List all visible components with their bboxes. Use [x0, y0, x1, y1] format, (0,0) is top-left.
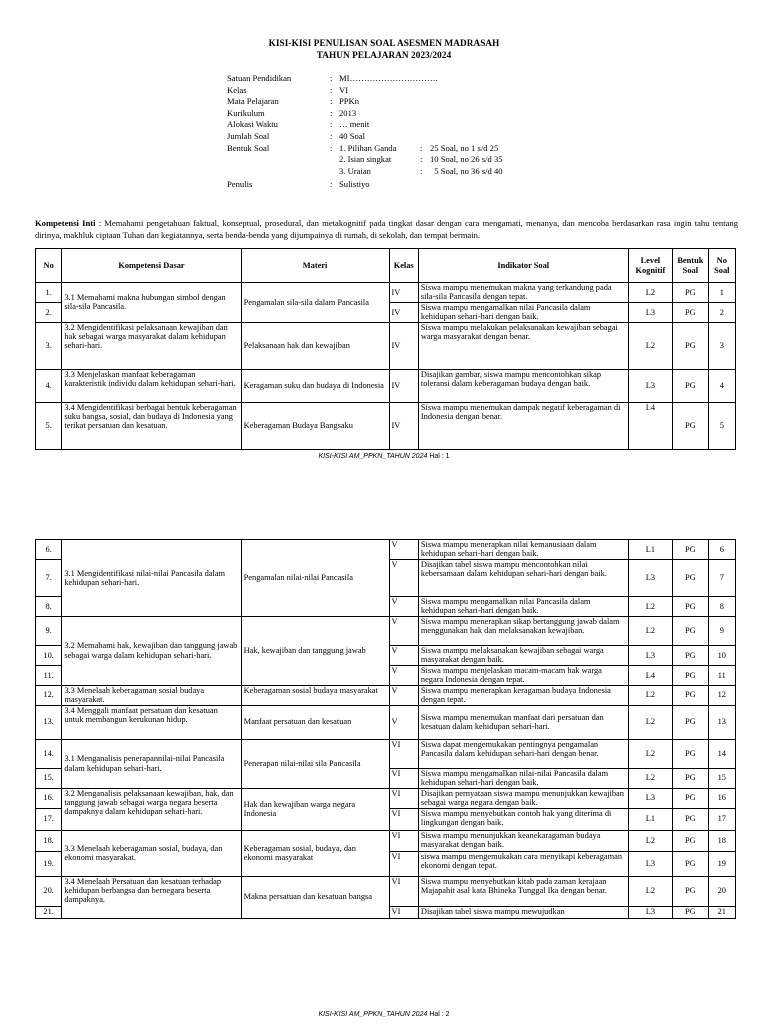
kompetensi-inti-text: : Memahami pengetahuan faktual, konseptual, prosedural, dan metakognitif pada tingkat dasar dengan cara mengamati, menanya, dan mencoba berdasarkan rasa ingin tahu tentang dirinya, makhluk ciptaan Tuhan dan kegiatannya, serta benda-benda yang dijumpainya di rumah, di sekolah, dan tempat bermain. — [35, 218, 738, 240]
no-soal-cell: 11 — [708, 665, 735, 685]
kompetensi-dasar-cell: 3.2 Mengidentifikasi pelaksanaan kewajiban dan hak sebagai warga masyarakat dalam kehidupan sehari-hari. — [62, 322, 241, 369]
materi-cell: Keberagaman sosial budaya masyarakat — [241, 685, 389, 705]
identity-block — [227, 73, 503, 191]
indikator-cell: Siswa mampu menunjukkan keanekaragaman budaya masyarakat dengan baik. — [418, 830, 628, 851]
no-soal-cell: 19 — [708, 851, 735, 876]
kompetensi-inti-label: Kompetensi Inti — [35, 218, 96, 228]
page-footer — [0, 453, 768, 460]
table-row — [36, 322, 736, 369]
materi-cell: Keberagaman sosial, budaya, dan ekonomi masyarakat — [241, 830, 389, 876]
indikator-cell: Siswa mampu menjelaskan macam-macam hak warga negara Indonesia dengan tepat. — [418, 665, 628, 685]
no-soal-cell: 1 — [708, 283, 735, 303]
no-soal-cell: 15 — [708, 768, 735, 788]
level-cell: L4 — [628, 665, 673, 685]
materi-cell: Hak, kewajiban dan tanggung jawab — [241, 617, 389, 686]
row-no: 16. — [36, 788, 62, 808]
row-no: 19. — [36, 851, 62, 876]
kelas-cell: V — [389, 685, 418, 705]
bentuk-cell: PG — [673, 788, 708, 808]
kompetensi-dasar-cell: 3.4 Menggali manfaat persatuan dan kesatuan untuk membangun kerukunan hidup. — [62, 705, 241, 739]
no-soal-cell: 5 — [708, 402, 735, 449]
colon: : — [330, 107, 333, 118]
no-soal-cell: 14 — [708, 739, 735, 768]
level-cell: L2 — [628, 768, 673, 788]
level-cell: L2 — [628, 685, 673, 705]
bentuk-cell: PG — [673, 768, 708, 788]
indikator-cell: Siswa mampu mengamalkan nilai Pancasila dalam kehidupan sehari-hari dengan baik. — [418, 597, 628, 617]
kompetensi-dasar-cell: 3.1 Menganalisis penerapannilai-nilai Pancasila dalam kehidupan sehari-hari. — [62, 739, 241, 788]
kompetensi-inti — [35, 217, 738, 241]
kelas-cell: VI — [389, 851, 418, 876]
kelas-cell: VI — [389, 768, 418, 788]
level-cell: L3 — [628, 369, 673, 402]
colon: : — [330, 84, 333, 95]
colon: : — [420, 154, 423, 165]
bentuk-cell: PG — [673, 302, 708, 322]
level-cell: L3 — [628, 788, 673, 808]
no-soal-cell: 12 — [708, 685, 735, 705]
kelas-label: Kelas — [227, 84, 247, 95]
table-row — [36, 739, 736, 768]
kompetensi-dasar-cell: 3.4 Menelaah Persatuan dan kesatuan terhadap kehidupan berbangsa dan bernegara beserta dampaknya. — [62, 876, 241, 918]
materi-cell: Hak dan kewajiban warga negara Indonesia — [241, 788, 389, 830]
level-cell: L2 — [628, 830, 673, 851]
kelas-cell: VI — [389, 808, 418, 830]
row-no: 13. — [36, 705, 62, 739]
row-no: 4. — [36, 369, 62, 402]
header-no-soal: No Soal — [708, 249, 735, 283]
no-soal-cell: 6 — [708, 540, 735, 560]
colon: : — [330, 73, 333, 83]
row-no: 7. — [36, 560, 62, 597]
indikator-cell: Siswa mampu menerapkan nilai kemanusiaan dalam kehidupan sehari-hari dengan baik. — [418, 540, 628, 560]
no-soal-cell: 16 — [708, 788, 735, 808]
document-subtitle: TAHUN PELAJARAN 2023/2024 — [316, 50, 452, 60]
row-no: 9. — [36, 617, 62, 646]
level-cell: L3 — [628, 851, 673, 876]
kurikulum-value: 2013 — [339, 107, 357, 118]
bentuk-cell: PG — [673, 646, 708, 666]
bentuk-cell: PG — [673, 597, 708, 617]
penulis-value: Sulistiyo — [339, 179, 370, 190]
row-no: 21. — [36, 906, 62, 918]
no-soal-cell: 17 — [708, 808, 735, 830]
kelas-cell: IV — [389, 302, 418, 322]
level-cell: L2 — [628, 322, 673, 369]
kelas-cell: V — [389, 705, 418, 739]
bentuk-cell: PG — [673, 617, 708, 646]
kelas-cell: VI — [389, 739, 418, 768]
level-cell: L3 — [628, 560, 673, 597]
jumlah-label: Jumlah Soal — [227, 130, 270, 141]
kompetensi-dasar-cell: 3.2 Menganalisis pelaksanaan kewajiban, hak, dan tanggung jawab sebagai warga negara beserta dampaknya dalam kehidupan sehari-hari. — [62, 788, 241, 830]
bentuk-type: 3. Uraian — [339, 165, 371, 176]
header-no: No — [36, 249, 62, 283]
materi-cell: Manfaat persatuan dan kesatuan — [241, 705, 389, 739]
alokasi-value: … menit — [339, 119, 370, 130]
row-no: 5. — [36, 402, 62, 449]
kompetensi-dasar-cell: 3.3 Menelaah keberagaman sosial budaya masyarakat. — [62, 685, 241, 705]
bentuk-cell: PG — [673, 876, 708, 906]
bentuk-cell: PG — [673, 665, 708, 685]
bentuk-cell: PG — [673, 830, 708, 851]
level-cell: L3 — [628, 302, 673, 322]
kelas-cell: VI — [389, 788, 418, 808]
no-soal-cell: 18 — [708, 830, 735, 851]
row-no: 2. — [36, 302, 62, 322]
row-no: 3. — [36, 322, 62, 369]
indikator-cell: Disajikan tabel siswa mampu mewujudkan — [418, 906, 628, 918]
no-soal-cell: 8 — [708, 597, 735, 617]
table-row — [36, 705, 736, 739]
bentuk-cell: PG — [673, 851, 708, 876]
row-no: 18. — [36, 830, 62, 851]
mapel-label: Mata Pelajaran — [227, 96, 279, 107]
bentuk-cell: PG — [673, 705, 708, 739]
no-soal-cell: 9 — [708, 617, 735, 646]
row-no: 11. — [36, 665, 62, 685]
bentuk-type: 2. Isian singkat — [339, 154, 392, 165]
table-row — [36, 685, 736, 705]
indikator-cell: Disajikan gambar, siswa mampu mencontohkan sikap toleransi dalam keberagaman budaya dengan baik. — [418, 369, 628, 402]
no-soal-cell: 21 — [708, 906, 735, 918]
kelas-cell: V — [389, 540, 418, 560]
indikator-cell: Siswa mampu melaksanakan kewajiban sebagai warga masyarakat dengan baik. — [418, 646, 628, 666]
level-cell: L1 — [628, 808, 673, 830]
bentuk-detail: 25 Soal, no 1 s/d 25 — [430, 142, 499, 153]
header-bentuk: Bentuk Soal — [673, 249, 708, 283]
bentuk-label: Bentuk Soal — [227, 142, 270, 153]
level-cell: L2 — [628, 705, 673, 739]
indikator-cell: Siswa mampu mengamalkan nilai-nilai Pancasila dalam kehidupan sehari-hari dengan baik. — [418, 768, 628, 788]
kelas-cell: V — [389, 665, 418, 685]
bentuk-type: 1. Pilihan Ganda — [339, 142, 397, 153]
page-footer — [0, 1011, 768, 1018]
header-level: Level Kognitif — [628, 249, 673, 283]
table-row — [36, 617, 736, 646]
kelas-cell: IV — [389, 402, 418, 449]
satuan-value: MI…………………………. — [339, 73, 438, 83]
kelas-cell: VI — [389, 876, 418, 906]
footer-page: Hal : 2 — [427, 1011, 450, 1018]
materi-cell: Makna persatuan dan kesatuan bangsa — [241, 876, 389, 918]
document-title: KISI-KISI PENULISAN SOAL ASESMEN MADRASAH — [268, 38, 500, 48]
bentuk-cell: PG — [673, 560, 708, 597]
indikator-cell: Siswa mampu menerapkan keragaman budaya Indonesia dengan tepat. — [418, 685, 628, 705]
level-cell: L2 — [628, 283, 673, 303]
table-row — [36, 830, 736, 851]
kelas-value: VI — [339, 84, 349, 95]
materi-cell: Pelaksanaan hak dan kewajiban — [241, 322, 389, 369]
bentuk-cell: PG — [673, 540, 708, 560]
indikator-cell: siswa mampu mengemukakan cara menyikapi keberagaman ekonomi dengan tepat. — [418, 851, 628, 876]
header-kelas: Kelas — [389, 249, 418, 283]
alokasi-label: Alokasi Waktu — [227, 119, 278, 130]
table-row — [36, 876, 736, 906]
materi-cell: Pengamalan sila-sila dalam Pancasila — [241, 283, 389, 323]
materi-cell: Penerapan nilai-nilai sila Pancasila — [241, 739, 389, 788]
kelas-cell: IV — [389, 369, 418, 402]
kurikulum-label: Kurikulum — [227, 107, 265, 118]
level-cell: L1 — [628, 540, 673, 560]
row-no: 14. — [36, 739, 62, 768]
level-cell: L2 — [628, 617, 673, 646]
no-soal-cell: 7 — [708, 560, 735, 597]
indikator-cell: Disajikan tabel siswa mampu mencontohkan nilai kebersamaan dalam kehidupan sehari-hari dengan baik. — [418, 560, 628, 597]
indikator-cell: Siswa mampu menyebutkan kitab pada zaman kerajaan Majapahit asal kata Bhineka Tunggal Ika dengan benar. — [418, 876, 628, 906]
kelas-cell: V — [389, 646, 418, 666]
indikator-cell: Siswa mampu mengamalkan nilai Pancasila dalam kehidupan sehari-hari dengan baik. — [418, 302, 628, 322]
materi-cell: Keragaman suku dan budaya di Indonesia — [241, 369, 389, 402]
row-no: 17. — [36, 808, 62, 830]
level-cell: L2 — [628, 876, 673, 906]
kelas-cell: V — [389, 617, 418, 646]
bentuk-cell: PG — [673, 369, 708, 402]
colon: : — [420, 142, 423, 153]
kompetensi-dasar-cell: 3.4 Mengidentifikasi berbagai bentuk keberagaman suku bangsa, sosial, dan budaya di Indonesia yang terikat persatuan dan kesatuan. — [62, 402, 241, 449]
row-no: 6. — [36, 540, 62, 560]
kelas-cell: V — [389, 560, 418, 597]
indikator-cell: Siswa mampu menyebutkan contoh hak yang diterima di lingkungan dengan baik. — [418, 808, 628, 830]
bentuk-cell: PG — [673, 402, 708, 449]
header-materi: Materi — [241, 249, 389, 283]
indikator-cell: Siswa dapat mengemukakan pentingnya pengamalan Pancasila dalam kehidupan sehari-hari dengan benar. — [418, 739, 628, 768]
jumlah-value: 40 Soal — [339, 130, 366, 141]
colon: : — [330, 119, 333, 130]
row-no: 15. — [36, 768, 62, 788]
kompetensi-dasar-cell: 3.1 Mengidentifikasi nilai-nilai Pancasila dalam kehidupan sehari-hari. — [62, 540, 241, 617]
level-cell: L3 — [628, 906, 673, 918]
indikator-cell: Siswa mampu melakukan pelaksanakan kewajiban sebagai warga masyarakat dengan benar. — [418, 322, 628, 369]
table-row — [36, 540, 736, 560]
row-no: 8. — [36, 597, 62, 617]
penulis-label: Penulis — [227, 179, 253, 190]
colon: : — [330, 142, 333, 153]
row-no: 12. — [36, 685, 62, 705]
no-soal-cell: 2 — [708, 302, 735, 322]
satuan-label: Satuan Pendidikan — [227, 73, 292, 83]
page-1 — [0, 0, 768, 466]
no-soal-cell: 13 — [708, 705, 735, 739]
header-kompetensi-dasar: Kompetensi Dasar — [62, 249, 241, 283]
kompetensi-dasar-cell: 3.3 Menjelaskan manfaat keberagaman karakteristik individu dalam kehidupan sehari-hari. — [62, 369, 241, 402]
materi-cell: Pengamalan nilai-nilai Pancasila — [241, 540, 389, 617]
level-cell: L3 — [628, 646, 673, 666]
kisi-kisi-table-page-2 — [35, 539, 736, 919]
level-cell: L2 — [628, 739, 673, 768]
indikator-cell: Siswa mampu menerapkan sikap bertanggung jawab dalam menggunakan hak dan melaksanakan kewajiban. — [418, 617, 628, 646]
no-soal-cell: 3 — [708, 322, 735, 369]
page-gap — [0, 466, 768, 532]
table-row — [36, 283, 736, 303]
kelas-cell: VI — [389, 906, 418, 918]
colon: : — [330, 130, 333, 141]
table-row — [36, 402, 736, 449]
kompetensi-dasar-cell: 3.2 Memahami hak, kewajiban dan tanggung jawab sebagai warga dalam kehidupan sehari-hari. — [62, 617, 241, 686]
bentuk-cell: PG — [673, 739, 708, 768]
level-cell: L4 — [628, 402, 673, 449]
bentuk-cell: PG — [673, 906, 708, 918]
kisi-kisi-table-page-1 — [35, 248, 736, 450]
bentuk-cell: PG — [673, 808, 708, 830]
bentuk-detail: 10 Soal, no 26 s/d 35 — [430, 154, 503, 165]
row-no: 1. — [36, 283, 62, 303]
bentuk-detail: 5 Soal, no 36 s/d 40 — [430, 165, 503, 176]
indikator-cell: Siswa mampu menemukan manfaat dari persatuan dan kesatuan dalam kehidupan sehari-hari. — [418, 705, 628, 739]
kompetensi-dasar-cell: 3.3 Menelaah keberagaman sosial, budaya, dan ekonomi masyarakat. — [62, 830, 241, 876]
indikator-cell: Siswa mampu menemukan dampak negatif keberagaman di Indonesia dengan benar. — [418, 402, 628, 449]
indikator-cell: Siswa mampu menemukan makna yang terkandung pada sila-sila Pancasila dengan tepat. — [418, 283, 628, 303]
row-no: 20. — [36, 876, 62, 906]
no-soal-cell: 20 — [708, 876, 735, 906]
no-soal-cell: 4 — [708, 369, 735, 402]
footer-page: Hal : 1 — [427, 453, 450, 460]
level-cell: L2 — [628, 597, 673, 617]
kelas-cell: VI — [389, 830, 418, 851]
footer-doc-name: KISI-KISI AM_PPKN_TAHUN 2024 — [318, 453, 428, 460]
table-row — [36, 369, 736, 402]
kompetensi-dasar-cell: 3.1 Memahami makna hubungan simbol dengan sila-sila Pancasila. — [62, 283, 241, 323]
mapel-value: PPKn — [339, 96, 360, 107]
materi-cell: Keberagaman Budaya Bangsaku — [241, 402, 389, 449]
bentuk-cell: PG — [673, 283, 708, 303]
row-no: 10. — [36, 646, 62, 666]
footer-doc-name: KISI-KISI AM_PPKN_TAHUN 2024 — [318, 1011, 428, 1018]
no-soal-cell: 10 — [708, 646, 735, 666]
colon: : — [330, 96, 333, 107]
colon: : — [420, 165, 423, 176]
table-row — [36, 788, 736, 808]
bentuk-cell: PG — [673, 322, 708, 369]
kelas-cell: V — [389, 597, 418, 617]
colon: : — [330, 179, 333, 190]
indikator-cell: Disajikan pernyataan siswa mampu menunjukkan kewajiban sebagai warga negara dengan baik. — [418, 788, 628, 808]
kelas-cell: IV — [389, 283, 418, 303]
bentuk-cell: PG — [673, 685, 708, 705]
header-indikator: Indikator Soal — [418, 249, 628, 283]
kelas-cell: IV — [389, 322, 418, 369]
